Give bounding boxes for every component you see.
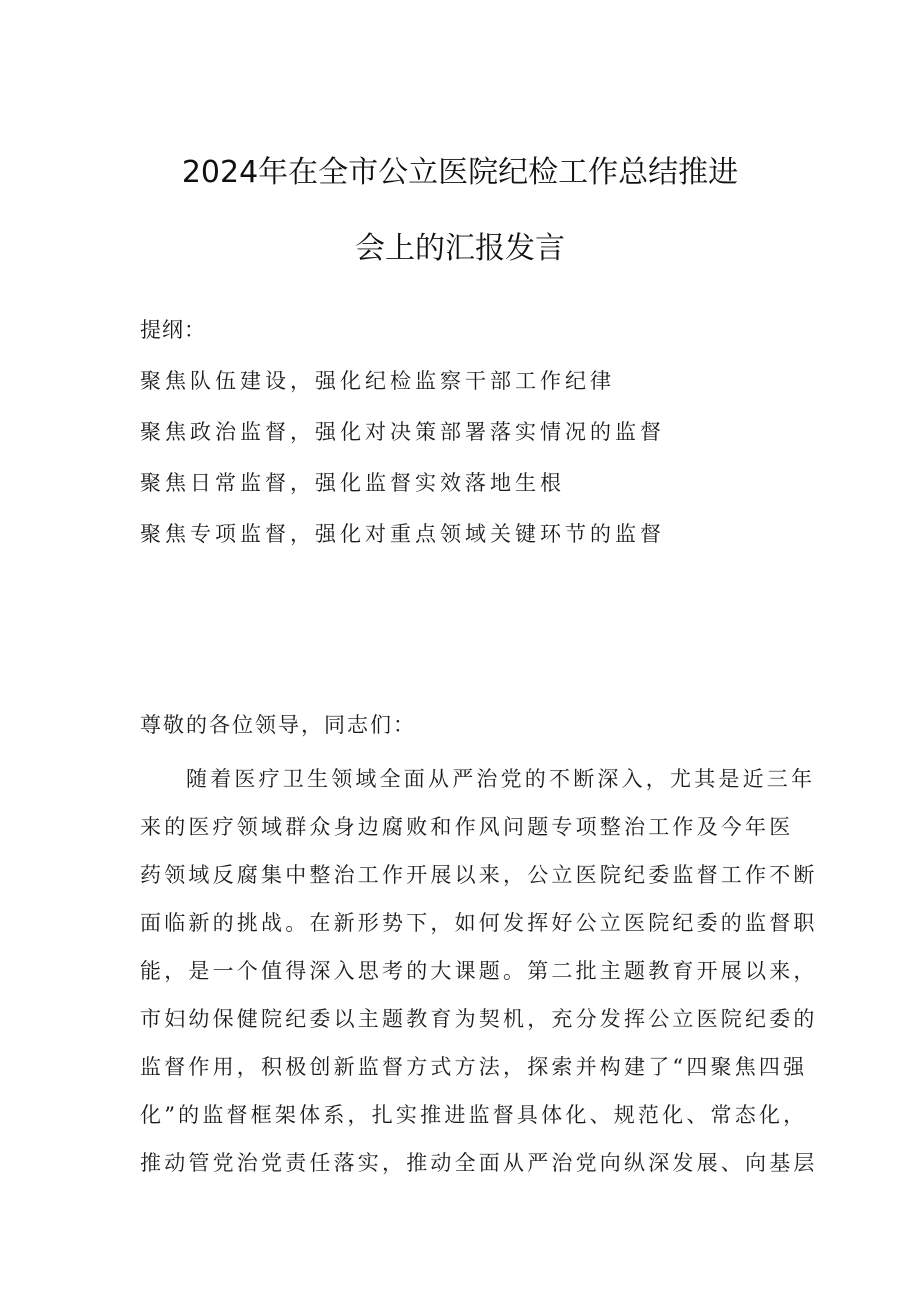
- outline-item-team-building: 聚焦队伍建设，强化纪检监察干部工作纪律: [140, 369, 615, 393]
- outline-item-special-supervision: 聚焦专项监督，强化对重点领域关键环节的监督: [140, 522, 665, 546]
- document-title-line-2: 会上的汇报发言: [355, 231, 565, 266]
- body-line: 能，是一个值得深入思考的大课题。第二批主题教育开展以来，: [140, 959, 818, 983]
- outline-list: [140, 313, 665, 568]
- body-line: 市妇幼保健院纪委以主题教育为契机，充分发挥公立医院纪委的: [140, 1007, 818, 1031]
- body-line: 化”的监督框架体系，扎实推进监督具体化、规范化、常态化，: [140, 1103, 808, 1127]
- outline-item-daily-supervision: 聚焦日常监督，强化监督实效落地生根: [140, 471, 565, 495]
- body-paragraph: [140, 762, 818, 1194]
- body-line: 面临新的挑战。在新形势下，如何发挥好公立医院纪委的监督职: [140, 911, 818, 935]
- body-line: 来的医疗领域群众身边腐败和作风问题专项整治工作及今年医: [140, 815, 794, 839]
- outline-label: 提纲：: [140, 318, 206, 342]
- salutation: 尊敬的各位领导，同志们：: [140, 713, 416, 737]
- body-line: 药领域反腐集中整治工作开展以来，公立医院纪委监督工作不断: [140, 863, 818, 887]
- body-line: 随着医疗卫生领域全面从严治党的不断深入，尤其是近三年: [186, 767, 816, 791]
- body-line: 监督作用，积极创新监督方式方法，探索并构建了“四聚焦四强: [140, 1055, 808, 1079]
- document-title-line-1: 2024年在全市公立医院纪检工作总结推进: [181, 155, 739, 190]
- body-line: 推动管党治党责任落实，推动全面从严治党向纵深发展、向基层: [140, 1151, 818, 1175]
- outline-item-political-supervision: 聚焦政治监督，强化对决策部署落实情况的监督: [140, 420, 665, 444]
